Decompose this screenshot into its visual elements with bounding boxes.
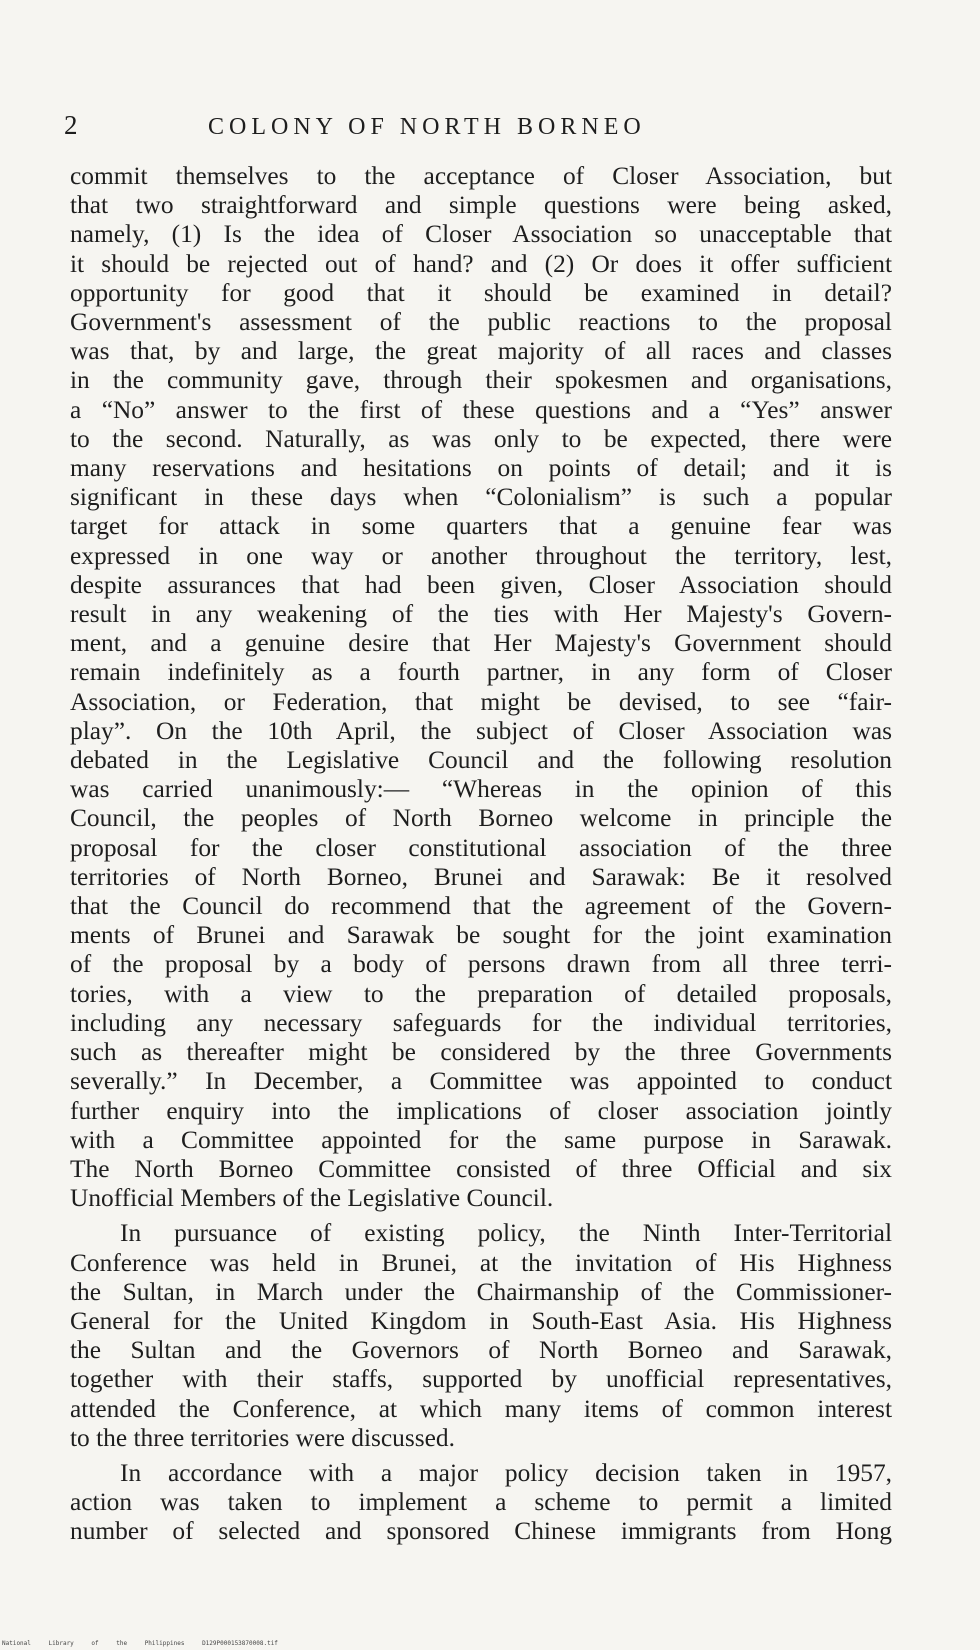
text-line: attended the Conference, at which many items of common interest [70,1394,892,1423]
text-line: severally.” In December, a Committee was appointed to conduct [70,1067,892,1096]
running-title: COLONY OF NORTH BORNEO [208,114,646,140]
text-line: including any necessary safeguards for the individual territories, [70,1008,892,1037]
text-line: many reservations and hesitations on points of detail; and it is [70,454,892,483]
text-line: further enquiry into the implications of closer association jointly [70,1096,892,1125]
page-number: 2 [64,110,78,140]
file-id: D129P000153870008.tif [202,1640,278,1647]
text-line: debated in the Legislative Council and the following resolution [70,746,892,775]
library-credit: National Library of the Philippines [2,1640,185,1647]
text-line: to the three territories were discussed. [70,1423,455,1452]
text-line: proposal for the closer constitutional association of the three [70,833,892,862]
text-line: Council, the peoples of North Borneo welcome in principle the [70,804,892,833]
body-text [70,162,892,1547]
text-line: target for attack in some quarters that a genuine fear was [70,512,892,541]
text-line: number of selected and sponsored Chinese immigrants from Hong [70,1517,892,1546]
text-line: was carried unanimously:— “Whereas in the opinion of this [70,775,892,804]
text-line: it should be rejected out of hand? and (2) Or does it offer sufficient [70,249,892,278]
text-line: with a Committee appointed for the same purpose in Sarawak. [70,1125,892,1154]
text-line: the Sultan and the Governors of North Borneo and Sarawak, [70,1336,892,1365]
text-line: In accordance with a major policy decision taken in 1957, [120,1458,892,1487]
text-line: General for the United Kingdom in South-East Asia. His Highness [70,1306,892,1335]
scan-footer [2,1640,278,1647]
paragraph-closer-association [70,162,892,1213]
text-line: tories, with a view to the preparation of detailed proposals, [70,979,892,1008]
text-line: In pursuance of existing policy, the Ninth Inter-Territorial [120,1219,892,1248]
text-line: was that, by and large, the great majority of all races and classes [70,337,892,366]
text-line: together with their staffs, supported by unofficial representatives, [70,1365,892,1394]
text-line: result in any weakening of the ties with Her Majesty's Govern- [70,600,892,629]
text-line: Unofficial Members of the Legislative Council. [70,1184,554,1213]
text-line: commit themselves to the acceptance of Closer Association, but [70,162,892,190]
text-line: The North Borneo Committee consisted of three Official and six [70,1154,892,1183]
text-line: namely, (1) Is the idea of Closer Association so unacceptable that [70,220,892,249]
text-line: that two straightforward and simple questions were being asked, [70,191,892,220]
text-line: that the Council do recommend that the agreement of the Govern- [70,892,892,921]
text-line: Association, or Federation, that might be devised, to see “fair- [70,687,892,716]
text-line: play”. On the 10th April, the subject of Closer Association was [70,716,892,745]
text-line: expressed in one way or another throughout the territory, lest, [70,541,892,570]
page-header [64,110,764,141]
text-line: significant in these days when “Colonialism” is such a popular [70,483,892,512]
text-line: despite assurances that had been given, Closer Association should [70,570,892,599]
paragraph-inter-territorial-conference [70,1219,892,1453]
text-line: opportunity for good that it should be examined in detail? [70,278,892,307]
text-line: to the second. Naturally, as was only to be expected, there were [70,424,892,453]
text-line: ment, and a genuine desire that Her Majesty's Government should [70,629,892,658]
text-line: territories of North Borneo, Brunei and Sarawak: Be it resolved [70,862,892,891]
text-line: Government's assessment of the public reactions to the proposal [70,308,892,337]
paragraph-immigration-policy [70,1459,892,1547]
text-line: a “No” answer to the first of these questions and a “Yes” answer [70,395,892,424]
text-line: of the proposal by a body of persons drawn from all three terri- [70,950,892,979]
text-line: such as thereafter might be considered by the three Governments [70,1038,892,1067]
text-line: Conference was held in Brunei, at the invitation of His Highness [70,1248,892,1277]
text-line: in the community gave, through their spokesmen and organisations, [70,366,892,395]
text-line: action was taken to implement a scheme to permit a limited [70,1488,892,1517]
text-line: remain indefinitely as a fourth partner, in any form of Closer [70,658,892,687]
text-line: ments of Brunei and Sarawak be sought for the joint examination [70,921,892,950]
text-line: the Sultan, in March under the Chairmanship of the Commissioner- [70,1277,892,1306]
